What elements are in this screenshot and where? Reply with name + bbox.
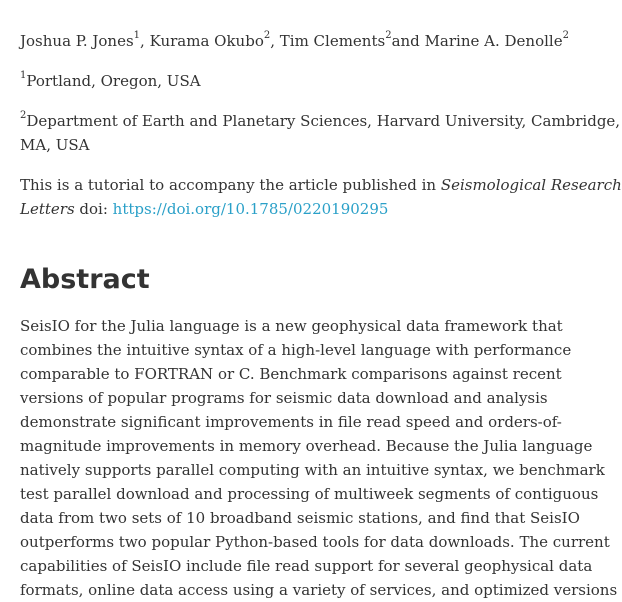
author-affiliation-mark: 2 bbox=[385, 30, 392, 41]
abstract-body bbox=[20, 314, 618, 602]
author-separator: and bbox=[391, 32, 425, 50]
abstract-line: magnitude improvements in memory overhead. Because the Julia language bbox=[20, 437, 593, 455]
abstract-line: outperforms two popular Python-based tools for data downloads. The current bbox=[20, 533, 610, 551]
doi-link[interactable]: https://doi.org/10.1785/0220190295 bbox=[112, 200, 389, 218]
abstract-line: comparable to FORTRAN or C. Benchmark comparisons against recent bbox=[20, 365, 562, 383]
abstract-line: capabilities of SeisIO include file read support for several geophysical data bbox=[20, 557, 593, 575]
abstract-line: SeisIO for the Julia language is a new geophysical data framework that bbox=[20, 317, 563, 335]
author-separator: , bbox=[270, 32, 280, 50]
abstract-line: test parallel download and processing of multiweek segments of contiguous bbox=[20, 485, 599, 503]
author-affiliation-mark: 2 bbox=[562, 30, 569, 41]
affiliation-2-continued bbox=[20, 133, 580, 157]
abstract-line: versions of popular programs for seismic data download and analysis bbox=[20, 389, 548, 407]
affiliation-1 bbox=[20, 69, 580, 93]
author-name: Joshua P. Jones bbox=[20, 32, 134, 50]
affiliation-text: Portland, Oregon, USA bbox=[26, 72, 201, 90]
tutorial-note bbox=[20, 173, 622, 197]
affiliation-number: 2 bbox=[20, 110, 27, 121]
doi-label: doi: bbox=[74, 200, 113, 218]
author-affiliation-mark: 1 bbox=[133, 30, 141, 41]
abstract-line: natively supports parallel computing with an intuitive syntax, we benchmark bbox=[20, 461, 605, 479]
affiliation-text: Department of Earth and Planetary Sciences, Harvard University, Cambridge, bbox=[26, 112, 621, 130]
abstract-line: data from two sets of 10 broadband seismic stations, and find that SeisIO bbox=[20, 509, 580, 527]
author-name: Kurama Okubo bbox=[149, 32, 264, 50]
affiliation-number: 1 bbox=[20, 70, 27, 81]
affiliation-text: MA, USA bbox=[20, 136, 90, 154]
abstract-line: demonstrate significant improvements in file read speed and orders-of- bbox=[20, 413, 562, 431]
abstract-line: formats, online data access using a variety of services, and optimized versions bbox=[20, 581, 618, 599]
affiliation-2 bbox=[20, 109, 621, 133]
journal-name: Letters bbox=[20, 200, 75, 218]
abstract-line: combines the intuitive syntax of a high-level language with performance bbox=[20, 341, 572, 359]
author-list bbox=[20, 29, 580, 53]
tutorial-lead-text: This is a tutorial to accompany the article published in bbox=[20, 176, 441, 194]
author-name: Marine A. Denolle bbox=[424, 32, 563, 50]
author-affiliation-mark: 2 bbox=[263, 30, 271, 41]
author-separator: , bbox=[140, 32, 150, 50]
abstract-heading: Abstract bbox=[20, 264, 150, 295]
author-name: Tim Clements bbox=[279, 32, 386, 50]
journal-name: Seismological Research bbox=[440, 176, 622, 194]
tutorial-note-continued bbox=[20, 197, 580, 221]
